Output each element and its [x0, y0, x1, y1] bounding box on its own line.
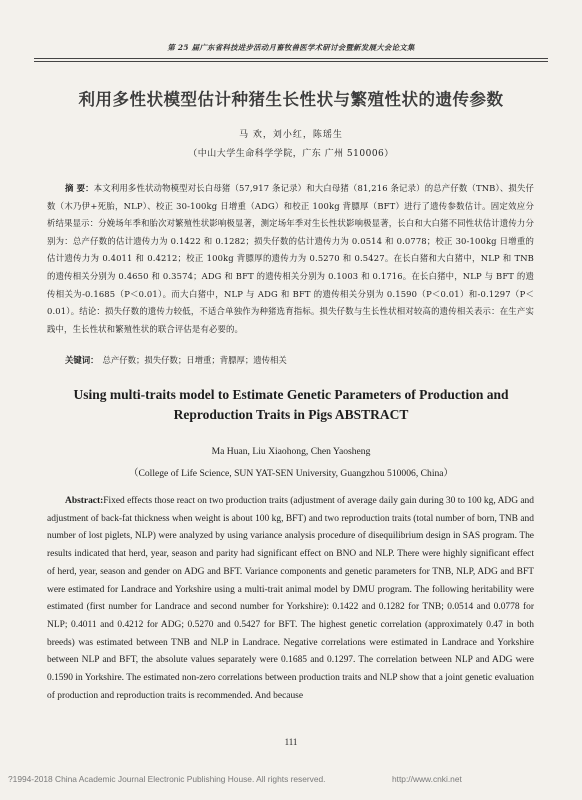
running-head: 第 25 届广东省科技进步活动月畜牧兽医学术研讨会暨新发展大会论文集: [167, 43, 415, 52]
english-affiliation: （College of Life Science, SUN YAT-SEN University, Guangzhou 510006, China）: [128, 468, 454, 479]
english-abstract: [47, 493, 534, 705]
chinese-abstract: [47, 180, 534, 338]
english-abstract-label: Abstract:: [65, 496, 104, 506]
chinese-title: 利用多性状模型估计种猪生长性状与繁殖性状的遗传参数: [78, 90, 504, 109]
header-rule: [34, 58, 548, 62]
chinese-abstract-text: 本文利用多性状动物模型对长白母猪（57,917 条记录）和大白母猪（81,216 条记录）的总产仔数（TNB）、损失仔数（木乃伊+死胎，NLP）、校正 30-100kg 日增重（ADG）和校正 100kg 背膘厚（BFT）进行了遗传参数估计。固定效应分析结果显示：分娩场年季和胎次对繁殖性状影响极显著，测定场年季对生长性状影响极显著，长白和大白猪不同性状估计遗传力分别为：总产仔数的估计遗传力为 0.1422 和 0.1282；损失仔数的估计遗传力为 0.0514 和 0.0778；校正 30-100kg 日增重的估计遗传力为 0.4011 和 0.4212；校正 100kg 背膘厚的遗传力为 0.5270 和 0.5427。在长白猪和大白猪中，NLP 和 TNB 的遗传相关分别为 0.4650 和 0.3574；ADG 和 BFT 的遗传相关分别为 0.1003 和 0.1716。在长白猪中，NLP 与 BFT 的遗传相关为-0.1685（P＜0.01）。而大白猪中，NLP 与 ADG 和 BFT 的遗传相关分别为 0.1590（P＜0.01）和-0.1297（P＜0.01）。结论：损失仔数的遗传力较低，不适合单独作为种猪选育指标。损失仔数与生长性状相对较高的遗传相关表示：在生产实践中，生长性状和繁殖性状的联合评估是有必要的。: [47, 183, 535, 334]
english-title: Using multi-traits model to Estimate Genetic Parameters of Production and Reproduction Traits in Pigs ABSTRACT: [73, 387, 509, 422]
chinese-keywords: [65, 354, 534, 366]
english-authors: Ma Huan, Liu Xiaohong, Chen Yaosheng: [211, 446, 371, 457]
chinese-affiliation: （中山大学生命科学学院，广东 广州 510006）: [188, 149, 394, 159]
footer-url-link[interactable]: http://www.cnki.net: [392, 774, 462, 784]
page-number: 111: [284, 737, 298, 747]
chinese-keywords-label: 关键词：: [65, 355, 99, 365]
chinese-keywords-text: 总产仔数；损失仔数；日增重；背膘厚；遗传相关: [102, 355, 287, 365]
footer-copyright: ?1994-2018 China Academic Journal Electronic Publishing House. All rights reserved.: [8, 774, 326, 784]
chinese-abstract-label: 摘 要：: [65, 183, 94, 193]
chinese-authors: 马 欢，刘小红，陈瑶生: [239, 130, 343, 140]
english-abstract-text: Fixed effects those react on two production traits (adjustment of average daily gain during 30 to 100 kg, ADG and adjustment of back-fat thickness when weight is about 100 kg, BFT) and two reproduction traits (total number of born, TNB and number of lost piglets, NLP) were analyzed by using variance analysis procedure of disequilibrium design in SAS program. The results indicated that herd, year, season and parity had significant effect on BNO and NLP. There were highly significant effect of herd, year, season and gender on ADG and BFT. Variance components and genetic parameters for TNB, NLP, ADG and BFT were estimated for Landrace and Yorkshire using a multi-trait animal model by DMU program. The following heritability were estimated (first number for Landrace and second number for Yorkshire): 0.1422 and 0.1282 for TNB; 0.0514 and 0.0778 for NLP; 0.4011 and 0.4212 for ADG; 0.5270 and 0.5427 for BFT. The highest genetic correlation (approximately 0.47 in both breeds) was estimated between TNB and NLP in Landrace. Negative correlations were estimated in Landrace and Yorkshire between NLP and BFT, the absolute values separately were 0.1685 and 0.1297. The correlation between NLP and ADG were 0.1590 in Yorkshire. The estimated non-zero correlations between production traits and NLP show that a joint genetic evaluation of production and reproduction traits is recommended. And because: [47, 496, 534, 701]
